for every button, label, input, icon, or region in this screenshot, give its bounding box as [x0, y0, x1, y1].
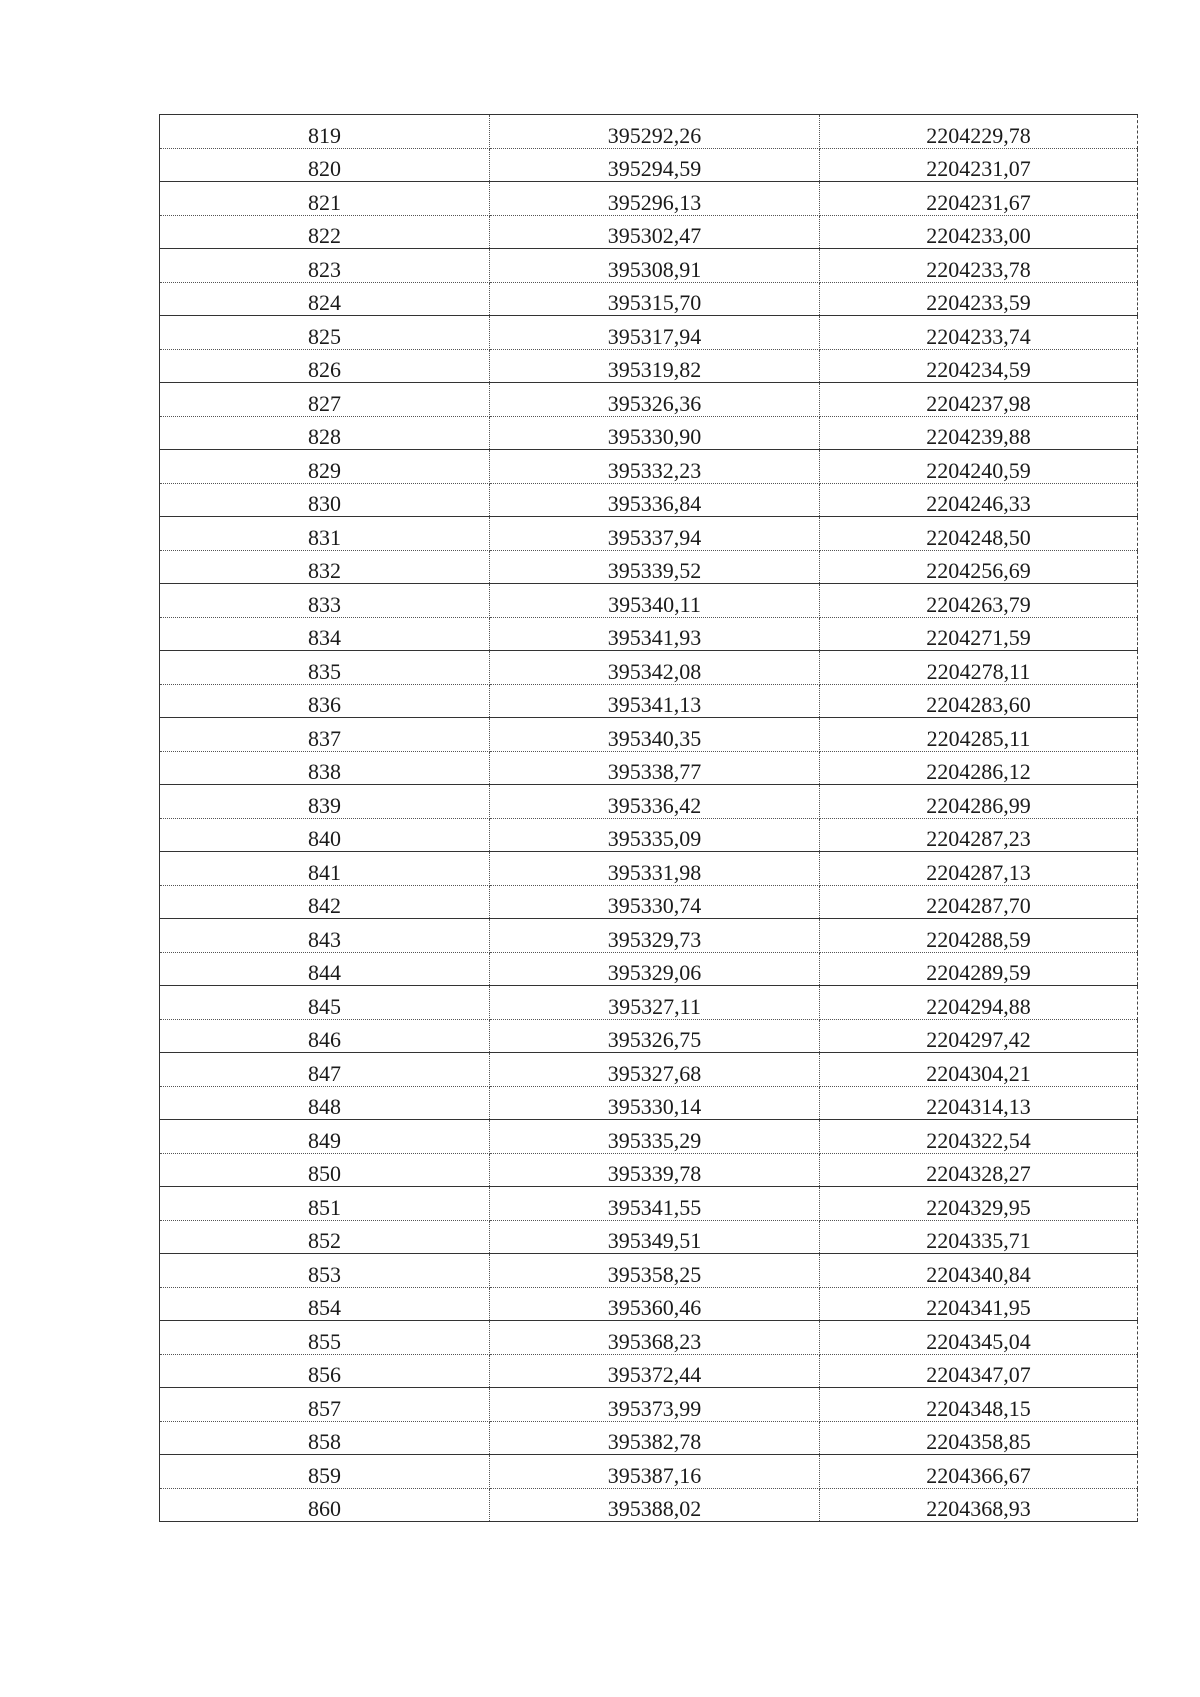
y-coordinate-cell: 2204286,99	[820, 785, 1138, 819]
table-row	[160, 550, 1138, 584]
table-row	[160, 215, 1138, 249]
table-row	[160, 718, 1138, 752]
x-coordinate-cell: 395330,90	[490, 416, 820, 450]
y-coordinate-cell: 2204345,04	[820, 1321, 1138, 1355]
table-row	[160, 1354, 1138, 1388]
point-number-cell: 858	[160, 1421, 490, 1455]
point-number-cell: 834	[160, 617, 490, 651]
x-coordinate-cell: 395340,11	[490, 584, 820, 618]
point-number-cell: 837	[160, 718, 490, 752]
table-row	[160, 584, 1138, 618]
x-coordinate-cell: 395326,36	[490, 383, 820, 417]
y-coordinate-cell: 2204231,67	[820, 182, 1138, 216]
x-coordinate-cell: 395340,35	[490, 718, 820, 752]
x-coordinate-cell: 395341,55	[490, 1187, 820, 1221]
point-number-cell: 851	[160, 1187, 490, 1221]
point-number-cell: 860	[160, 1488, 490, 1522]
y-coordinate-cell: 2204229,78	[820, 115, 1138, 149]
x-coordinate-cell: 395292,26	[490, 115, 820, 149]
x-coordinate-cell: 395338,77	[490, 751, 820, 785]
y-coordinate-cell: 2204246,33	[820, 483, 1138, 517]
table-row	[160, 1421, 1138, 1455]
point-number-cell: 849	[160, 1120, 490, 1154]
table-row	[160, 1388, 1138, 1422]
point-number-cell: 841	[160, 852, 490, 886]
y-coordinate-cell: 2204358,85	[820, 1421, 1138, 1455]
point-number-cell: 833	[160, 584, 490, 618]
point-number-cell: 822	[160, 215, 490, 249]
y-coordinate-cell: 2204322,54	[820, 1120, 1138, 1154]
x-coordinate-cell: 395335,09	[490, 818, 820, 852]
table-row	[160, 751, 1138, 785]
x-coordinate-cell: 395336,84	[490, 483, 820, 517]
point-number-cell: 842	[160, 885, 490, 919]
point-number-cell: 846	[160, 1019, 490, 1053]
y-coordinate-cell: 2204231,07	[820, 148, 1138, 182]
y-coordinate-cell: 2204278,11	[820, 651, 1138, 685]
table-row	[160, 952, 1138, 986]
x-coordinate-cell: 395330,14	[490, 1086, 820, 1120]
point-number-cell: 853	[160, 1254, 490, 1288]
y-coordinate-cell: 2204288,59	[820, 919, 1138, 953]
point-number-cell: 832	[160, 550, 490, 584]
table-row	[160, 1187, 1138, 1221]
x-coordinate-cell: 395341,13	[490, 684, 820, 718]
point-number-cell: 819	[160, 115, 490, 149]
x-coordinate-cell: 395387,16	[490, 1455, 820, 1489]
table-row	[160, 517, 1138, 551]
x-coordinate-cell: 395373,99	[490, 1388, 820, 1422]
point-number-cell: 852	[160, 1220, 490, 1254]
y-coordinate-cell: 2204287,70	[820, 885, 1138, 919]
point-number-cell: 838	[160, 751, 490, 785]
y-coordinate-cell: 2204234,59	[820, 349, 1138, 383]
table-row	[160, 818, 1138, 852]
point-number-cell: 848	[160, 1086, 490, 1120]
x-coordinate-cell: 395339,78	[490, 1153, 820, 1187]
point-number-cell: 859	[160, 1455, 490, 1489]
table-row	[160, 483, 1138, 517]
y-coordinate-cell: 2204287,13	[820, 852, 1138, 886]
y-coordinate-cell: 2204348,15	[820, 1388, 1138, 1422]
y-coordinate-cell: 2204289,59	[820, 952, 1138, 986]
point-number-cell: 850	[160, 1153, 490, 1187]
x-coordinate-cell: 395336,42	[490, 785, 820, 819]
point-number-cell: 835	[160, 651, 490, 685]
table-row	[160, 115, 1138, 149]
table-row	[160, 885, 1138, 919]
table-row	[160, 684, 1138, 718]
x-coordinate-cell: 395308,91	[490, 249, 820, 283]
y-coordinate-cell: 2204347,07	[820, 1354, 1138, 1388]
table-row	[160, 1120, 1138, 1154]
table-row	[160, 383, 1138, 417]
y-coordinate-cell: 2204233,74	[820, 316, 1138, 350]
x-coordinate-cell: 395360,46	[490, 1287, 820, 1321]
table-row	[160, 1455, 1138, 1489]
coordinates-table-body	[160, 115, 1138, 1522]
table-row	[160, 249, 1138, 283]
y-coordinate-cell: 2204256,69	[820, 550, 1138, 584]
x-coordinate-cell: 395337,94	[490, 517, 820, 551]
table-row	[160, 349, 1138, 383]
point-number-cell: 823	[160, 249, 490, 283]
table-row	[160, 986, 1138, 1020]
point-number-cell: 831	[160, 517, 490, 551]
table-row	[160, 1053, 1138, 1087]
x-coordinate-cell: 395327,11	[490, 986, 820, 1020]
y-coordinate-cell: 2204366,67	[820, 1455, 1138, 1489]
table-row	[160, 148, 1138, 182]
y-coordinate-cell: 2204237,98	[820, 383, 1138, 417]
x-coordinate-cell: 395319,82	[490, 349, 820, 383]
point-number-cell: 825	[160, 316, 490, 350]
x-coordinate-cell: 395368,23	[490, 1321, 820, 1355]
x-coordinate-cell: 395302,47	[490, 215, 820, 249]
y-coordinate-cell: 2204341,95	[820, 1287, 1138, 1321]
y-coordinate-cell: 2204286,12	[820, 751, 1138, 785]
y-coordinate-cell: 2204283,60	[820, 684, 1138, 718]
table-row	[160, 1488, 1138, 1522]
table-row	[160, 1287, 1138, 1321]
y-coordinate-cell: 2204271,59	[820, 617, 1138, 651]
x-coordinate-cell: 395326,75	[490, 1019, 820, 1053]
x-coordinate-cell: 395388,02	[490, 1488, 820, 1522]
y-coordinate-cell: 2204340,84	[820, 1254, 1138, 1288]
y-coordinate-cell: 2204239,88	[820, 416, 1138, 450]
y-coordinate-cell: 2204233,78	[820, 249, 1138, 283]
x-coordinate-cell: 395349,51	[490, 1220, 820, 1254]
table-row	[160, 1220, 1138, 1254]
y-coordinate-cell: 2204248,50	[820, 517, 1138, 551]
x-coordinate-cell: 395372,44	[490, 1354, 820, 1388]
point-number-cell: 821	[160, 182, 490, 216]
y-coordinate-cell: 2204368,93	[820, 1488, 1138, 1522]
x-coordinate-cell: 395294,59	[490, 148, 820, 182]
y-coordinate-cell: 2204240,59	[820, 450, 1138, 484]
y-coordinate-cell: 2204233,00	[820, 215, 1138, 249]
x-coordinate-cell: 395331,98	[490, 852, 820, 886]
x-coordinate-cell: 395342,08	[490, 651, 820, 685]
point-number-cell: 820	[160, 148, 490, 182]
point-number-cell: 830	[160, 483, 490, 517]
table-row	[160, 1019, 1138, 1053]
table-row	[160, 316, 1138, 350]
table-row	[160, 1254, 1138, 1288]
y-coordinate-cell: 2204328,27	[820, 1153, 1138, 1187]
table-row	[160, 182, 1138, 216]
table-row	[160, 1321, 1138, 1355]
table-row	[160, 1153, 1138, 1187]
point-number-cell: 855	[160, 1321, 490, 1355]
y-coordinate-cell: 2204297,42	[820, 1019, 1138, 1053]
point-number-cell: 854	[160, 1287, 490, 1321]
point-number-cell: 847	[160, 1053, 490, 1087]
x-coordinate-cell: 395332,23	[490, 450, 820, 484]
x-coordinate-cell: 395382,78	[490, 1421, 820, 1455]
y-coordinate-cell: 2204263,79	[820, 584, 1138, 618]
y-coordinate-cell: 2204287,23	[820, 818, 1138, 852]
y-coordinate-cell: 2204285,11	[820, 718, 1138, 752]
table-row	[160, 651, 1138, 685]
point-number-cell: 839	[160, 785, 490, 819]
table-row	[160, 450, 1138, 484]
x-coordinate-cell: 395330,74	[490, 885, 820, 919]
table-row	[160, 852, 1138, 886]
point-number-cell: 843	[160, 919, 490, 953]
point-number-cell: 845	[160, 986, 490, 1020]
x-coordinate-cell: 395317,94	[490, 316, 820, 350]
x-coordinate-cell: 395335,29	[490, 1120, 820, 1154]
x-coordinate-cell: 395315,70	[490, 282, 820, 316]
x-coordinate-cell: 395341,93	[490, 617, 820, 651]
point-number-cell: 827	[160, 383, 490, 417]
table-row	[160, 282, 1138, 316]
point-number-cell: 856	[160, 1354, 490, 1388]
y-coordinate-cell: 2204335,71	[820, 1220, 1138, 1254]
x-coordinate-cell: 395327,68	[490, 1053, 820, 1087]
y-coordinate-cell: 2204314,13	[820, 1086, 1138, 1120]
x-coordinate-cell: 395329,06	[490, 952, 820, 986]
table-row	[160, 1086, 1138, 1120]
point-number-cell: 824	[160, 282, 490, 316]
point-number-cell: 829	[160, 450, 490, 484]
coordinates-table	[159, 114, 1138, 1522]
y-coordinate-cell: 2204294,88	[820, 986, 1138, 1020]
point-number-cell: 826	[160, 349, 490, 383]
x-coordinate-cell: 395339,52	[490, 550, 820, 584]
point-number-cell: 840	[160, 818, 490, 852]
y-coordinate-cell: 2204233,59	[820, 282, 1138, 316]
table-row	[160, 785, 1138, 819]
y-coordinate-cell: 2204304,21	[820, 1053, 1138, 1087]
point-number-cell: 844	[160, 952, 490, 986]
point-number-cell: 828	[160, 416, 490, 450]
point-number-cell: 857	[160, 1388, 490, 1422]
table-row	[160, 617, 1138, 651]
x-coordinate-cell: 395329,73	[490, 919, 820, 953]
point-number-cell: 836	[160, 684, 490, 718]
x-coordinate-cell: 395358,25	[490, 1254, 820, 1288]
table-row	[160, 416, 1138, 450]
y-coordinate-cell: 2204329,95	[820, 1187, 1138, 1221]
table-row	[160, 919, 1138, 953]
x-coordinate-cell: 395296,13	[490, 182, 820, 216]
